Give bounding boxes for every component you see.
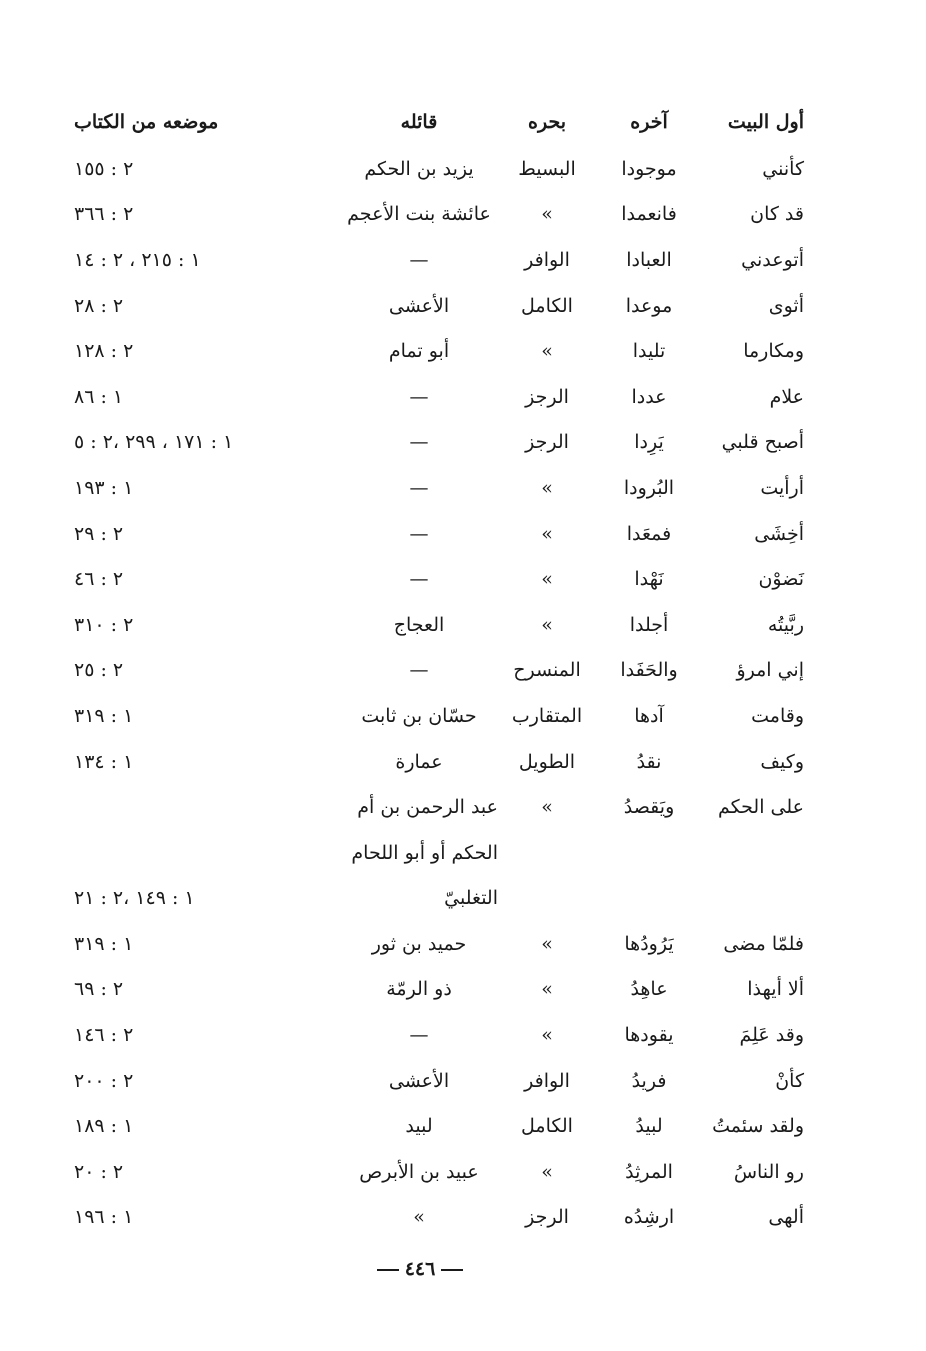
table-row [74,192,804,238]
cell-last: أجلدا [629,613,669,636]
table-row [74,374,804,420]
cell-last: والحَفَدا [620,659,678,682]
cell-meter: » [541,522,553,545]
cell-location: ٢ : ١٥٥ [74,157,134,180]
table-row [74,1103,804,1149]
cell-last: موجودا [621,157,677,180]
cell-first: على الحكم [718,796,804,819]
header-first-verse: أول البيت [727,111,804,133]
cell-location: ٢ : ٢٥ [74,659,124,682]
cell-poet: — [409,248,429,271]
cell-meter: الوافر [524,1069,570,1092]
cell-last: فانعمدا [621,203,677,226]
cell-first: قد كان [750,203,804,226]
cell-last: آدها [634,704,664,727]
table-row [74,465,804,511]
cell-location: ١ : ١٩٣ [74,476,134,499]
cell-poet: الأعشى [388,294,450,317]
cell-first: أتوعدني [741,248,804,271]
cell-location: ١ : ١٩٦ [74,1206,134,1229]
cell-first: رو الناسُ [733,1160,804,1183]
cell-meter: الرجز [525,431,569,454]
cell-location: ١ : ٨٦ [74,385,124,408]
cell-first: أصبح قلبي [721,431,804,454]
cell-first: ألا أيهذا [747,978,804,1001]
cell-location: ١ : ١٨٩ [74,1115,134,1138]
cell-meter: المنسرح [513,659,581,682]
cell-poet: — [409,1024,429,1047]
cell-meter: الكامل [521,294,573,317]
cell-meter: الكامل [521,1115,573,1138]
cell-first: كأنني [762,157,804,180]
cell-last: نقدُ [636,750,662,773]
cell-location: ٢ : ٢٩ [74,522,124,545]
cell-location: ١ : ١٤٩ ،٢ : ٢١ [74,887,195,910]
cell-meter: المتقارب [511,704,583,727]
cell-last: يقودها [624,1024,674,1047]
cell-last: يَرِدا [634,431,664,454]
cell-meter: الوافر [524,248,570,271]
cell-poet: عبيد بن الأبرص [359,1160,479,1183]
cell-meter: الطويل [518,750,576,773]
cell-poet: عمارة [395,750,443,773]
cell-last [590,876,708,922]
cell-last: تليدا [632,340,666,363]
folio-dash-right [441,1269,463,1271]
cell-last: فريدُ [631,1069,667,1092]
header-poet: قائله [400,111,438,133]
cell-last: ارشِدُه [623,1206,675,1229]
cell-first: نَضوْن [758,568,804,591]
cell-first: أخِشَى [754,522,804,545]
cell-location: ٢ : ٦٩ [74,978,124,1001]
table-row [74,876,804,922]
cell-poet: — [409,568,429,591]
cell-location: ٢ : ٢٠ [74,1160,124,1183]
cell-location: ٢ : ٢٠٠ [74,1069,134,1092]
table-row [74,237,804,283]
cell-first: وكيف [760,750,804,773]
header-last-word: آخره [630,111,668,133]
cell-poet: العجاج [393,613,445,636]
cell-poet: الحكم أو أبو اللحام [351,841,498,864]
cell-location: ٢ : ٤٦ [74,568,124,591]
cell-first: أرأيت [760,476,804,499]
table-row [74,784,804,830]
folio-dash-left [377,1269,399,1271]
cell-location [74,784,334,830]
cell-last: العبادا [626,248,672,271]
cell-meter: الرجز [525,385,569,408]
table-row [74,328,804,374]
cell-meter: » [541,1024,553,1047]
cell-poet: حسّان بن ثابت [361,704,477,727]
cell-first: فلمّا مضى [723,932,804,955]
cell-location: ٢ : ٣٦٦ [74,203,134,226]
cell-poet: — [409,476,429,499]
cell-poet: — [409,431,429,454]
cell-first: ربَّيتُه [767,613,804,636]
cell-location: ١ : ٣١٩ [74,704,134,727]
cell-poet: يزيد بن الحكم [364,157,474,180]
cell-meter: البسيط [518,157,576,180]
header-meter: بحره [528,111,566,133]
cell-meter: » [541,978,553,1001]
cell-last: عاهِدُ [630,978,668,1001]
cell-location: ٢ : ١٢٨ [74,340,134,363]
cell-first: ومكارما [743,340,804,363]
cell-first: ألهى [768,1206,804,1229]
cell-location: ١ : ٣١٩ [74,932,134,955]
cell-poet: الأعشى [388,1069,450,1092]
cell-first: أثوى [768,294,804,317]
cell-meter: » [541,568,553,591]
cell-poet: ذو الرمّة [386,978,452,1001]
table-row [74,1149,804,1195]
cell-poet: أبو تمام [388,340,450,363]
cell-location: ١ : ١٣٤ [74,750,134,773]
table-row [74,693,804,739]
cell-location: ٢ : ٢٨ [74,294,124,317]
cell-last: ويَقصدُ [623,796,675,819]
table-row [74,420,804,466]
cell-poet: حميد بن ثور [371,932,467,955]
cell-first: ولقد سئمتُ [712,1115,804,1138]
cell-poet: التغلبيّ [444,887,498,910]
table-row [74,830,804,876]
cell-last [590,830,708,876]
cell-last: يَرُودُها [624,932,674,955]
cell-last: المرثِدُ [625,1160,673,1183]
table-row [74,556,804,602]
header-location: موضعه من الكتاب [74,111,219,133]
cell-location: ١ : ٢١٥ ، ٢ : ١٤ [74,248,201,271]
cell-first [708,876,804,922]
table-row [74,967,804,1013]
cell-last: موعدا [625,294,673,317]
cell-last: فمعَدا [626,522,672,545]
table-header-row [74,98,804,146]
cell-first: علام [769,385,804,408]
cell-poet: — [409,385,429,408]
cell-location [74,830,334,876]
cell-poet: لبيد [405,1115,433,1138]
page-number [0,1258,840,1280]
cell-meter: » [541,932,553,955]
cell-poet: عائشة بنت الأعجم [347,203,491,226]
cell-poet: — [409,659,429,682]
table-row [74,739,804,785]
cell-first [708,830,804,876]
table-row [74,1058,804,1104]
cell-first: وقامت [751,704,804,727]
cell-poet: عبد الرحمن بن أم [357,796,498,819]
table-row [74,921,804,967]
cell-last: لبيدُ [635,1115,663,1138]
cell-location: ٢ : ٣١٠ [74,613,134,636]
cell-first: كأنْ [775,1069,804,1092]
cell-location: ١ : ١٧١ ، ٢٩٩ ،٢ : ٥ [74,431,234,454]
cell-location: ٢ : ١٤٦ [74,1024,134,1047]
table-row [74,602,804,648]
cell-first: وقد عَلِمَ [739,1024,804,1047]
table-row [74,648,804,694]
cell-poet: — [409,522,429,545]
verse-index-table [74,98,804,1240]
page-number-text: ٤٤٦ [404,1258,436,1280]
table-row [74,1195,804,1241]
cell-meter: » [541,1160,553,1183]
cell-meter: » [541,203,553,226]
cell-poet: » [413,1206,425,1229]
cell-meter: » [541,340,553,363]
cell-meter: الرجز [525,1206,569,1229]
cell-meter: » [541,476,553,499]
table-row [74,1012,804,1058]
cell-meter [504,830,590,876]
cell-meter: » [541,613,553,636]
cell-last: البُرودا [623,476,675,499]
cell-last: عددا [631,385,667,408]
table-row [74,146,804,192]
table-row [74,283,804,329]
cell-meter [504,876,590,922]
table-row [74,511,804,557]
cell-last: نَهْدا [634,568,664,591]
cell-first: إني امرؤ [736,659,804,682]
cell-meter: » [541,796,553,819]
